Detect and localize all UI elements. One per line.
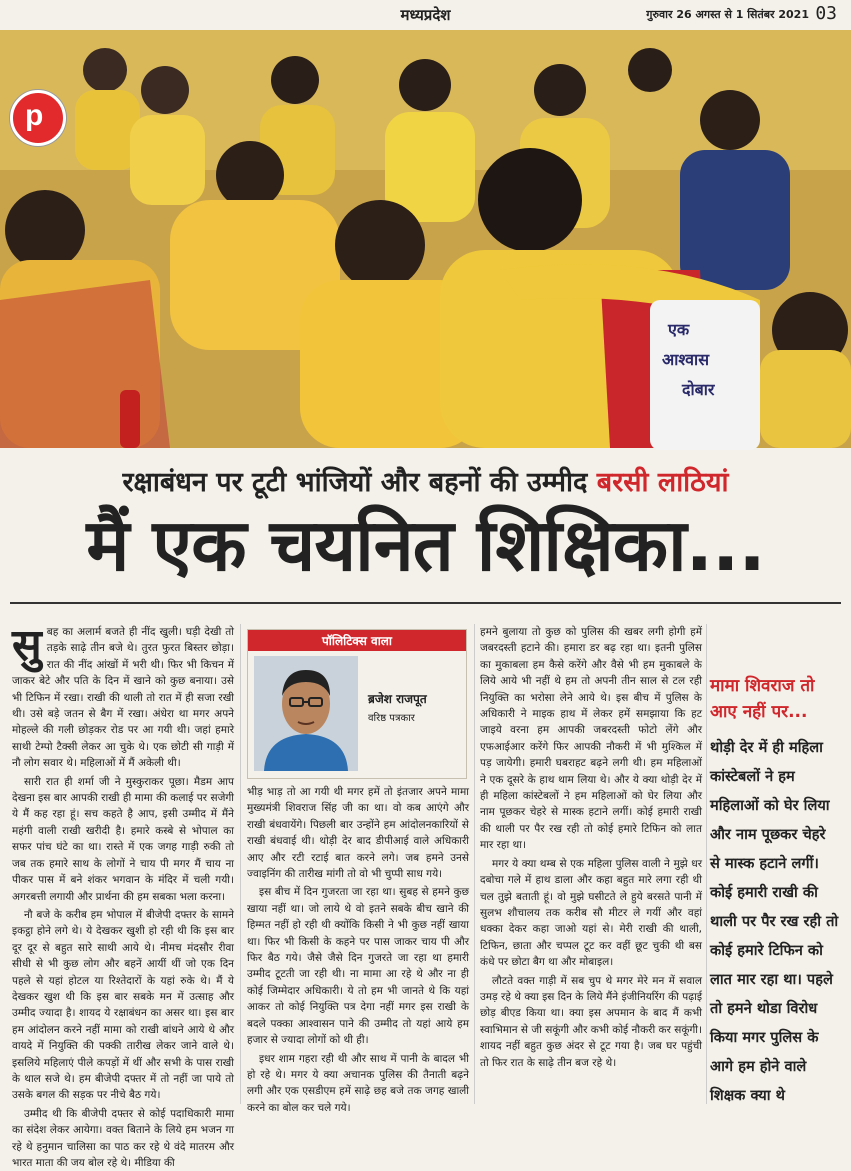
article-column-3 [480, 624, 702, 1104]
column-divider [474, 624, 475, 1104]
author-name: ब्रजेश राजपूत [368, 692, 427, 706]
news-photo [0, 30, 851, 448]
placard-line-2: आश्वास [662, 350, 710, 369]
pull-quote-body: थोड़ी देर में ही महिला कांस्टेबलों ने हम महिलाओं को घेर लिया और नाम पूछकर चेहरे से मास्क हटाने लगीं। कोई हमारी राखी की थाली पर पैर रख रही तो कोई हमारे टिफिन को लात मार रहा था। पहले तो हमने थोडा विरोध किया मगर पुलिस के आगे हम होने वाले शिक्षक क्या थे [710, 739, 839, 1104]
author-designation: वरिष्ठ पत्रकार [368, 713, 415, 724]
headline-rule [10, 602, 841, 604]
article-column-2 [247, 784, 469, 1114]
paragraph: हमने बुलाया तो कुछ को पुलिस की खबर लगी होगी हमें जबरदस्ती हटाने की। हमारा डर बढ़ रहा था। इतनी पुलिस का मुकाबला हम कैसे करेंगे और वैसे भी हम मुकाबले के लिये आये भी नहीं थे हम तो अपनी तीन साल से टल रही नियुक्ति का भरोसा लेने आये थे। इस बीच में पुलिस के अधिकारी ने माइक हाथ में लेकर हमें समझाया कि हट जाइये वरना हम आपकी जबरदस्ती फोटो लेंगे और एफआईआर करेंगे फिर आपकी नौकरी में भी मुश्किल में पड़ जायेगी। हमारी घबराहट बढ़ने लगी थी। हम महिलाओं ने एक दूसरे के हाथ थाम लिया थे। और ये क्या थोड़ी देर में ही महिला कांस्टेबलों ने हम महिलाओं को घेर लिया और नाम पूछकर चेहरे से मास्क हटाने लगीं। कोई हमारी राखी की थाली पर पैर रख रही तो कोई हमारे टिफिन को लात मार रहा था। [480, 626, 702, 852]
main-headline: मैं एक चयनित शिक्षिका... [86, 503, 765, 587]
drop-cap: सु [12, 620, 42, 671]
paragraph: भीड़ भाड़ तो आ गयी थी मगर हमें तो इंतजार अपने मामा मुख्यमंत्री शिवराज सिंह जी का था। वो कब आएंगे और राखी बंधवायेंगे। पिछली बार उन्होंने हम आंदोलनकारियों से राखी बंधवाई थी। थोड़ी देर बाद डीपीआई वाले अधिकारी आए और रटी रटाई बात करने लगे। जब हमने उनसे ज्वाइनिंग की तारीख मांगी तो वो भी चुप्पी साध गये। [247, 786, 469, 881]
paragraph: इस बीच में दिन गुजरता जा रहा था। सुबह से हमने कुछ खाया नहीं था। जो लाये थे वो इतने सबके बीच खाने की हिम्मत नहीं हो रही थी क्योंकि किसी ने भी कुछ नहीं खाया था। फिर भी किसी के कहने पर पास जाकर चाय पी और फिर बैठ गये। जैसे जैसे दिन गुजरते जा रहा था हमारी उम्मीद टूटती जा रही थी। ना मामा आ रहे थे और ना ही कोई जिम्मेदार अधिकारी। ये तो हम भी जानते थे कि यहां आकर तो कोई नियुक्ति पत्र देगा नहीं मगर इस राखी के बदले पक्का आश्वासन पाने की उम्मीद तो यहां आये हम हजार से ज्यादा लोगों को थी ही। [247, 886, 469, 1047]
paragraph: नौ बजे के करीब हम भोपाल में बीजेपी दफ्तर के सामने इकट्ठा होने लगे थे। ये देखकर खुशी हो रही थी कि इस बार दूर दूर से बहुत सारे साथी आये थे। नीमच मंदसौर रीवा सीधी से भी कुछ लोग और बहनें आयीं थीं जो एक दिन पहले से यहां होटल या रिश्तेदारों के यहां रुके थे। मैं ये देखकर खुश थी कि इस बार सबके मन में उत्साह और उम्मीद ज्यादा है। शायद ये रक्षाबंधन का असर था। इस बार हम आंदोलन करने नहीं मामा को राखी बांधने आये थे और वायदे में नियुक्ति की पक्की तारीख लेकर जाने वाले थे। इसलिये महिलाएं पीले कपड़ों में थीं और सभी के पास राखी के थाल सजे थे। हम बीजेपी दफ्तर में तो नहीं जा पाये तो उसके बगल की सड़क पर नीचे बैठ गये। [12, 908, 234, 1102]
column-divider [240, 624, 241, 1104]
kicker-text: रक्षाबंधन पर टूटी भांजियों और बहनों की उम्मीद [122, 467, 597, 498]
author-avatar [254, 656, 358, 771]
protest-photo-illustration [0, 30, 851, 448]
byline-box [247, 629, 467, 779]
pull-quote-title: मामा शिवराज तो आए नहीं पर... [710, 676, 815, 722]
section-title: मध्यप्रदेश [400, 6, 451, 24]
column-divider [706, 624, 707, 1104]
publication-logo: p [10, 90, 66, 146]
paragraph: बह का अलार्म बजते ही नींद खुली। घड़ी देखी तो तड़के साढ़े तीन बजे थे। तुरत फुरत बिस्तर छोड़ा। रात की नींद आंखों में भरी थी। फिर भी किचन में जाकर बेटे और पति के दिन में खाने को कुछ बनाया। उसे भी टिफिन में रखा। राखी की थाली तो रात में ही सजा रखी थी। उसे बड़े जतन से बैग में रखा। अंधेरा था मगर अपने मोहल्ले की गली छोड़कर रोड पर आ गयी थी। जहां हमारे साथी टेम्पो टैक्सी लेकर आ चुके थे। एक छोटी सी गाड़ी में नौ लोग सवार थे। महिलाओं में मैं अकेली थी। [12, 626, 234, 770]
kicker-highlight: बरसी लाठियां [596, 467, 729, 498]
page-number: 03 [815, 3, 837, 24]
paragraph: सारी रात ही शर्मा जी ने मुस्कुराकर पूछा। मैडम आप देखना इस बार आपकी राखी ही मामा की कलाई पर सजेगी ये मैं कह रहा हूं। सच कहते है आप, इसी उम्मीद में मैंने महंगी वाली राखी खरीदी है। हमारे कस्बे से भोपाल का सफर पांच घंटे का था। रास्ते में एक जगह गाड़ी रुकी तो जब तक हमारे साथ के लोगों ने चाय पी मगर मैं चाय ना पीकर पास में बने शंकर भगवान के मंदिर में चली गयी। अगरबत्ती लगायी और प्रार्थना की हम सबका भला करना। [12, 775, 234, 903]
paragraph: मगर ये क्या थम्ब से एक महिला पुलिस वाली ने मुझे धर दबोचा गले में हाथ डाला और कहा बहुत मारे लगा रही थी चल तुझे बताती हूं। वो मुझे घसीटते ले हुये बरसते पानी में सुलभ शौचालय तक करीब सौ मीटर ले गयीं और वहां धक्का देकर कहा जाओ यहां से। मेरी राखी की थाली, टिफिन, छाता और चप्पल टूट कर वहीं छूट चुकी थी बस कंधे पर छोटा बैग था और मोबाइल। [480, 857, 702, 969]
page-header [0, 0, 851, 31]
kicker-line [0, 462, 851, 499]
article-column-1 [12, 620, 234, 1169]
placard-line-1: एक [668, 320, 690, 339]
pull-quote-sidebar [710, 673, 840, 1103]
paragraph: लौटते वक्त गाड़ी में सब चुप थे मगर मेरे मन में सवाल उमड़ रहे थे क्या इस दिन के लिये मैंने इंजीनियरिंग की पढ़ाई छोड़ बीएड किया था। क्या इस अपमान के बाद मैं कभी स्वाभिमान से जी सकूंगी और कभी कोई नौकरी कर सकूंगी। शायद नहीं बहुत कुछ अंदर से टूट गया है। जब घर पहुंची तो फिर रात के साढ़े तीन बज रहे थे। [480, 974, 702, 1069]
paragraph: उम्मीद थी कि बीजेपी दफ्तर से कोई पदाधिकारी मामा का संदेश लेकर आयेगा। वक्त बिताने के लिये हम भजन गा रहे थे हनुमान चालिसा का पाठ कर रहे थे वंदे मातरम और भारत माता की जय बोल रहे थे। मीडिया की [12, 1107, 234, 1169]
date-line: गुरुवार 26 अगस्त से 1 सितंबर 2021 [646, 8, 809, 21]
paragraph: इधर शाम गहरा रही थी और साथ में पानी के बादल भी हो रहे थे। मगर ये क्या अचानक पुलिस की तैनाती बढ़ने लगी और एक एसडीएम हमें साढ़े छह बजे तक जगह खाली करने का बोल कर चले गये। [247, 1052, 469, 1114]
author-portrait-icon [254, 656, 358, 771]
placard-line-3: दोबार [682, 380, 715, 399]
column-name: पॉलिटिक्स वाला [248, 630, 466, 651]
